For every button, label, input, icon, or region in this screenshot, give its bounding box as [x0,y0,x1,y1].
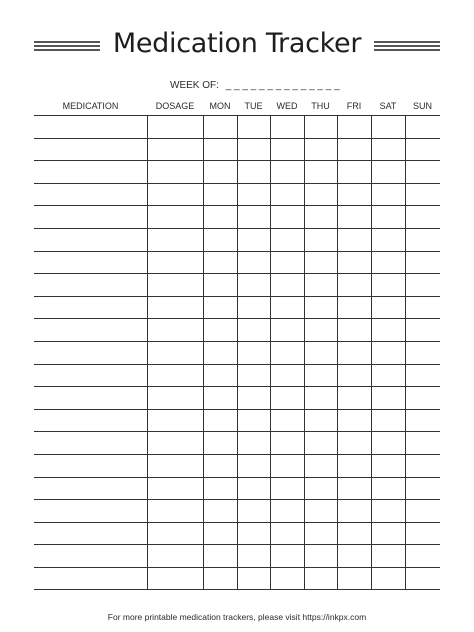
cell-sat [371,477,405,500]
cell-tue [237,545,270,568]
cell-medication [34,500,147,523]
cell-sat [371,274,405,297]
title-row [0,24,474,64]
header-wed: WED [270,97,304,116]
cell-medication [34,341,147,364]
cell-wed [270,116,304,139]
header-thu: THU [304,97,337,116]
table-row [34,545,440,568]
title-decoration-right [374,41,440,49]
cell-thu [304,116,337,139]
header-sat: SAT [371,97,405,116]
cell-medication [34,454,147,477]
medication-table [34,97,440,590]
cell-wed [270,138,304,161]
cell-wed [270,206,304,229]
cell-sun [405,409,440,432]
cell-medication [34,545,147,568]
cell-dosage [147,500,203,523]
cell-medication [34,206,147,229]
cell-mon [203,274,237,297]
cell-thu [304,409,337,432]
cell-medication [34,161,147,184]
cell-mon [203,319,237,342]
cell-thu [304,567,337,590]
cell-wed [270,500,304,523]
cell-fri [337,251,371,274]
cell-mon [203,116,237,139]
cell-mon [203,364,237,387]
cell-tue [237,432,270,455]
cell-wed [270,319,304,342]
cell-thu [304,161,337,184]
cell-fri [337,206,371,229]
cell-wed [270,161,304,184]
cell-sun [405,477,440,500]
cell-medication [34,116,147,139]
cell-sun [405,545,440,568]
cell-tue [237,454,270,477]
cell-dosage [147,183,203,206]
cell-sat [371,432,405,455]
cell-sun [405,206,440,229]
cell-wed [270,183,304,206]
table-row [34,454,440,477]
cell-wed [270,567,304,590]
cell-sun [405,364,440,387]
cell-thu [304,228,337,251]
table-row [34,387,440,410]
cell-sun [405,454,440,477]
cell-dosage [147,319,203,342]
cell-wed [270,296,304,319]
cell-sat [371,251,405,274]
cell-dosage [147,138,203,161]
cell-dosage [147,228,203,251]
cell-sat [371,454,405,477]
cell-fri [337,274,371,297]
cell-wed [270,432,304,455]
table-row [34,409,440,432]
cell-tue [237,477,270,500]
cell-mon [203,454,237,477]
cell-sat [371,500,405,523]
cell-tue [237,206,270,229]
footer-note: For more printable medication trackers, please visit https://inkpx.com [107,612,367,622]
cell-fri [337,432,371,455]
cell-sun [405,274,440,297]
cell-dosage [147,206,203,229]
table-row [34,296,440,319]
cell-sun [405,251,440,274]
cell-tue [237,138,270,161]
cell-mon [203,296,237,319]
cell-thu [304,183,337,206]
table-row [34,138,440,161]
cell-dosage [147,409,203,432]
cell-sat [371,206,405,229]
cell-medication [34,387,147,410]
cell-mon [203,477,237,500]
cell-tue [237,500,270,523]
cell-sat [371,545,405,568]
cell-fri [337,341,371,364]
table-row [34,274,440,297]
cell-wed [270,341,304,364]
cell-sun [405,116,440,139]
cell-dosage [147,387,203,410]
table-row [34,319,440,342]
header-sun: SUN [405,97,440,116]
cell-medication [34,296,147,319]
cell-medication [34,477,147,500]
table-row [34,500,440,523]
cell-sun [405,228,440,251]
cell-thu [304,545,337,568]
cell-sat [371,228,405,251]
cell-wed [270,274,304,297]
title-decoration-left [34,41,100,49]
cell-medication [34,274,147,297]
cell-tue [237,567,270,590]
cell-sat [371,364,405,387]
cell-tue [237,296,270,319]
cell-fri [337,454,371,477]
cell-wed [270,409,304,432]
cell-sun [405,319,440,342]
cell-wed [270,522,304,545]
cell-mon [203,500,237,523]
table-row [34,251,440,274]
cell-sat [371,341,405,364]
cell-sat [371,319,405,342]
cell-sat [371,161,405,184]
cell-medication [34,319,147,342]
cell-mon [203,567,237,590]
cell-dosage [147,454,203,477]
cell-tue [237,409,270,432]
cell-mon [203,206,237,229]
cell-sun [405,161,440,184]
cell-sun [405,567,440,590]
table-row [34,116,440,139]
cell-thu [304,138,337,161]
cell-mon [203,251,237,274]
cell-mon [203,228,237,251]
cell-tue [237,341,270,364]
header-fri: FRI [337,97,371,116]
table-row [34,567,440,590]
cell-tue [237,522,270,545]
cell-mon [203,161,237,184]
cell-fri [337,161,371,184]
cell-thu [304,522,337,545]
cell-fri [337,183,371,206]
week-of-label: WEEK OF: [170,80,219,91]
cell-thu [304,387,337,410]
cell-thu [304,341,337,364]
cell-sat [371,387,405,410]
cell-tue [237,228,270,251]
cell-wed [270,477,304,500]
cell-sun [405,296,440,319]
cell-wed [270,228,304,251]
cell-dosage [147,251,203,274]
cell-thu [304,477,337,500]
cell-tue [237,274,270,297]
cell-mon [203,545,237,568]
cell-sun [405,432,440,455]
cell-medication [34,522,147,545]
cell-mon [203,432,237,455]
cell-sat [371,296,405,319]
cell-sun [405,138,440,161]
cell-dosage [147,274,203,297]
cell-sat [371,116,405,139]
table-row [34,477,440,500]
cell-medication [34,364,147,387]
week-of-field [170,80,340,91]
cell-fri [337,409,371,432]
cell-tue [237,116,270,139]
cell-sat [371,183,405,206]
table-row [34,364,440,387]
cell-sat [371,409,405,432]
cell-tue [237,251,270,274]
cell-mon [203,138,237,161]
table-row [34,341,440,364]
cell-mon [203,341,237,364]
cell-dosage [147,116,203,139]
table-row [34,432,440,455]
cell-sun [405,522,440,545]
cell-dosage [147,161,203,184]
header-mon: MON [203,97,237,116]
cell-dosage [147,567,203,590]
table-row [34,161,440,184]
cell-tue [237,387,270,410]
cell-sun [405,341,440,364]
cell-fri [337,522,371,545]
cell-fri [337,364,371,387]
header-tue: TUE [237,97,270,116]
cell-fri [337,545,371,568]
cell-fri [337,228,371,251]
cell-sun [405,387,440,410]
cell-sat [371,138,405,161]
cell-medication [34,138,147,161]
cell-dosage [147,477,203,500]
table-body [34,116,440,590]
cell-wed [270,251,304,274]
cell-fri [337,138,371,161]
cell-medication [34,183,147,206]
cell-thu [304,274,337,297]
cell-thu [304,319,337,342]
cell-medication [34,228,147,251]
cell-wed [270,364,304,387]
cell-wed [270,387,304,410]
cell-medication [34,567,147,590]
cell-wed [270,454,304,477]
cell-dosage [147,341,203,364]
header-medication: MEDICATION [34,97,147,116]
cell-fri [337,500,371,523]
cell-wed [270,545,304,568]
cell-medication [34,251,147,274]
table-row [34,228,440,251]
cell-fri [337,116,371,139]
cell-tue [237,364,270,387]
week-of-blank: _ _ _ _ _ _ _ _ _ _ _ _ _ _ [225,80,340,91]
cell-thu [304,500,337,523]
cell-medication [34,409,147,432]
cell-fri [337,567,371,590]
cell-thu [304,206,337,229]
cell-dosage [147,432,203,455]
cell-dosage [147,364,203,387]
cell-tue [237,319,270,342]
cell-dosage [147,545,203,568]
cell-medication [34,432,147,455]
cell-mon [203,387,237,410]
page-title: Medication Tracker [112,28,362,59]
cell-fri [337,319,371,342]
table-row [34,206,440,229]
cell-sat [371,567,405,590]
cell-thu [304,432,337,455]
cell-sun [405,500,440,523]
cell-dosage [147,296,203,319]
cell-mon [203,409,237,432]
table-row [34,183,440,206]
cell-sat [371,522,405,545]
cell-thu [304,454,337,477]
header-dosage: DOSAGE [147,97,203,116]
cell-thu [304,296,337,319]
table-header-row [34,97,440,116]
cell-thu [304,251,337,274]
cell-tue [237,183,270,206]
table-row [34,522,440,545]
cell-thu [304,364,337,387]
cell-fri [337,387,371,410]
cell-tue [237,161,270,184]
cell-dosage [147,522,203,545]
cell-fri [337,296,371,319]
cell-mon [203,183,237,206]
cell-sun [405,183,440,206]
cell-fri [337,477,371,500]
cell-mon [203,522,237,545]
